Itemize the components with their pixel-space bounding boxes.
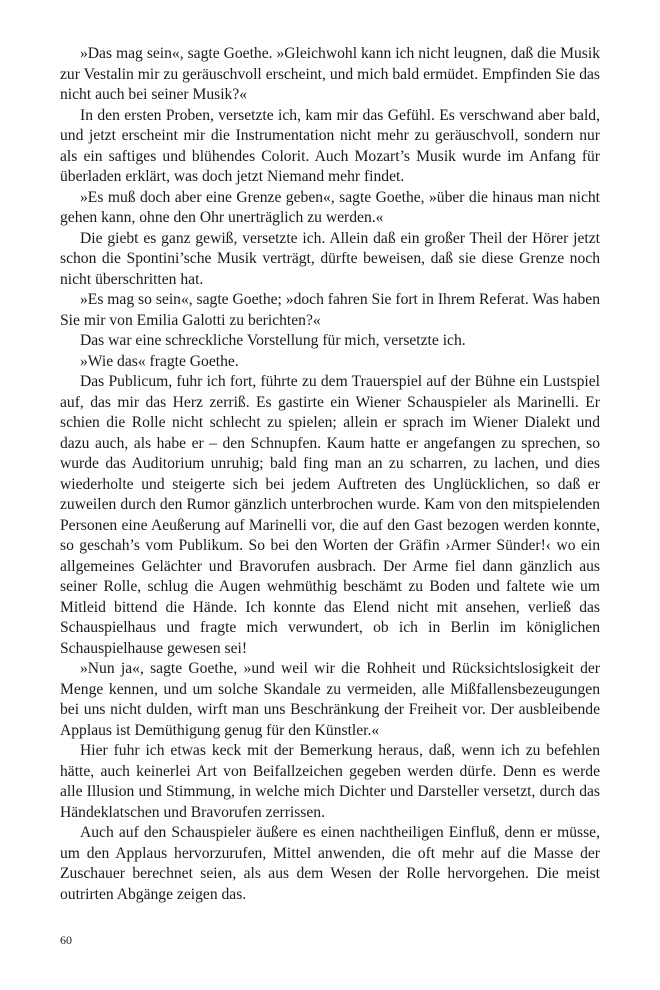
paragraph: »Es muß doch aber eine Grenze geben«, sagte Goethe, »über die hinaus man nicht gehen kann, ohne den Ohr unerträglich zu werden.«: [60, 188, 600, 226]
paragraph: Hier fuhr ich etwas keck mit der Bemerkung heraus, daß, wenn ich zu befehlen hätte, auch keinerlei Art von Beifallzeichen gegeben werden dürfe. Denn es werde alle Illusion und Stimmung, in welche mich Dichter und Darsteller versetzt, durch das Händeklatschen und Bravorufen zerrissen.: [60, 742, 600, 821]
paragraph: Die giebt es ganz gewiß, versetzte ich. Allein daß ein großer Theil der Hörer jetzt schon die Spontini’sche Musik verträgt, dürfte beweisen, daß sie diese Grenze noch nicht überschritten hat.: [60, 229, 600, 288]
paragraph: Das war eine schreckliche Vorstellung für mich, versetzte ich.: [80, 332, 466, 349]
paragraph: »Das mag sein«, sagte Goethe. »Gleichwohl kann ich nicht leugnen, daß die Musik zur Vestalin mir zu geräuschvoll erscheint, und mich bald ermüdet. Empfinden Sie das nicht auch bei seiner Musik?«: [60, 45, 600, 103]
paragraph: »Wie das« fragte Goethe.: [80, 352, 239, 370]
paragraph: »Es mag so sein«, sagte Goethe; »doch fahren Sie fort in Ihrem Referat. Was haben Sie mir von Emilia Galotti zu berichten?«: [60, 291, 600, 329]
paragraph: Auch auf den Schauspieler äußere es einen nachtheiligen Einfluß, denn er müsse, um den Applaus hervorzurufen, Mittel anwenden, die oft mehr auf die Masse der Zuschauer berechnet seien, als aus dem Wesen der Rolle hervorgehen. Die meist outrirten Abgänge zeigen das.: [60, 824, 600, 903]
page-number: 60: [60, 933, 72, 947]
paragraph: In den ersten Proben, versetzte ich, kam mir das Gefühl. Es verschwand aber bald, und jetzt erscheint mir die Instrumentation nicht mehr zu geräuschvoll, sondern nur als ein saftiges und blühendes Colorit. Auch Mozart’s Musik wurde im Anfang für überladen erklärt, was doch jetzt Niemand mehr findet.: [60, 106, 600, 185]
paragraph: »Nun ja«, sagte Goethe, »und weil wir die Rohheit und Rücksichtslosigkeit der Menge kennen, und um solche Skandale zu vermeiden, alle Mißfallensbezeugungen bei uns nicht dulden, wirft man uns Beschränkung der Freiheit vor. Der ausbleibende Applaus ist Demüthigung genug für den Künstler.«: [60, 660, 600, 739]
page-body: [60, 44, 600, 905]
paragraph: Das Publicum, fuhr ich fort, führte zu dem Trauerspiel auf der Bühne ein Lustspiel auf, das mir das Herz zerriß. Es gastirte ein Wiener Schauspieler als Marinelli. Er schien die Rolle nicht schlecht zu spielen; allein er sprach im Wiener Dialekt und dazu auch, als habe er – den Schnupfen. Kaum hatte er angefangen zu sprechen, so wurde das Auditorium unruhig; bald fing man an zu scharren, zu lachen, und dies wiederholte und steigerte sich bei jedem Auftreten des Unglücklichen, so daß er zuweilen durch den Rumor gänzlich unterbrochen wurde. Kam von den mitspielenden Personen eine Aeußerung auf Marinelli vor, die auf den Gast bezogen werden konnte, so geschah’s vom Publikum. So bei den Worten der Gräfin ›Armer Sünder!‹ wo ein allgemeines Gelächter und Bravorufen ausbrach. Der Arme fiel dann gänzlich aus seiner Rolle, schlug die Augen wehmüthig beschämt zu Boden und faltete wie um Mitleid bittend die Hände. Ich konnte das Elend nicht mit ansehen, verließ das Schauspielhaus und fragte mich verwundert, ob ich in Berlin im königlichen Schauspielhause gewesen sei!: [60, 373, 600, 657]
